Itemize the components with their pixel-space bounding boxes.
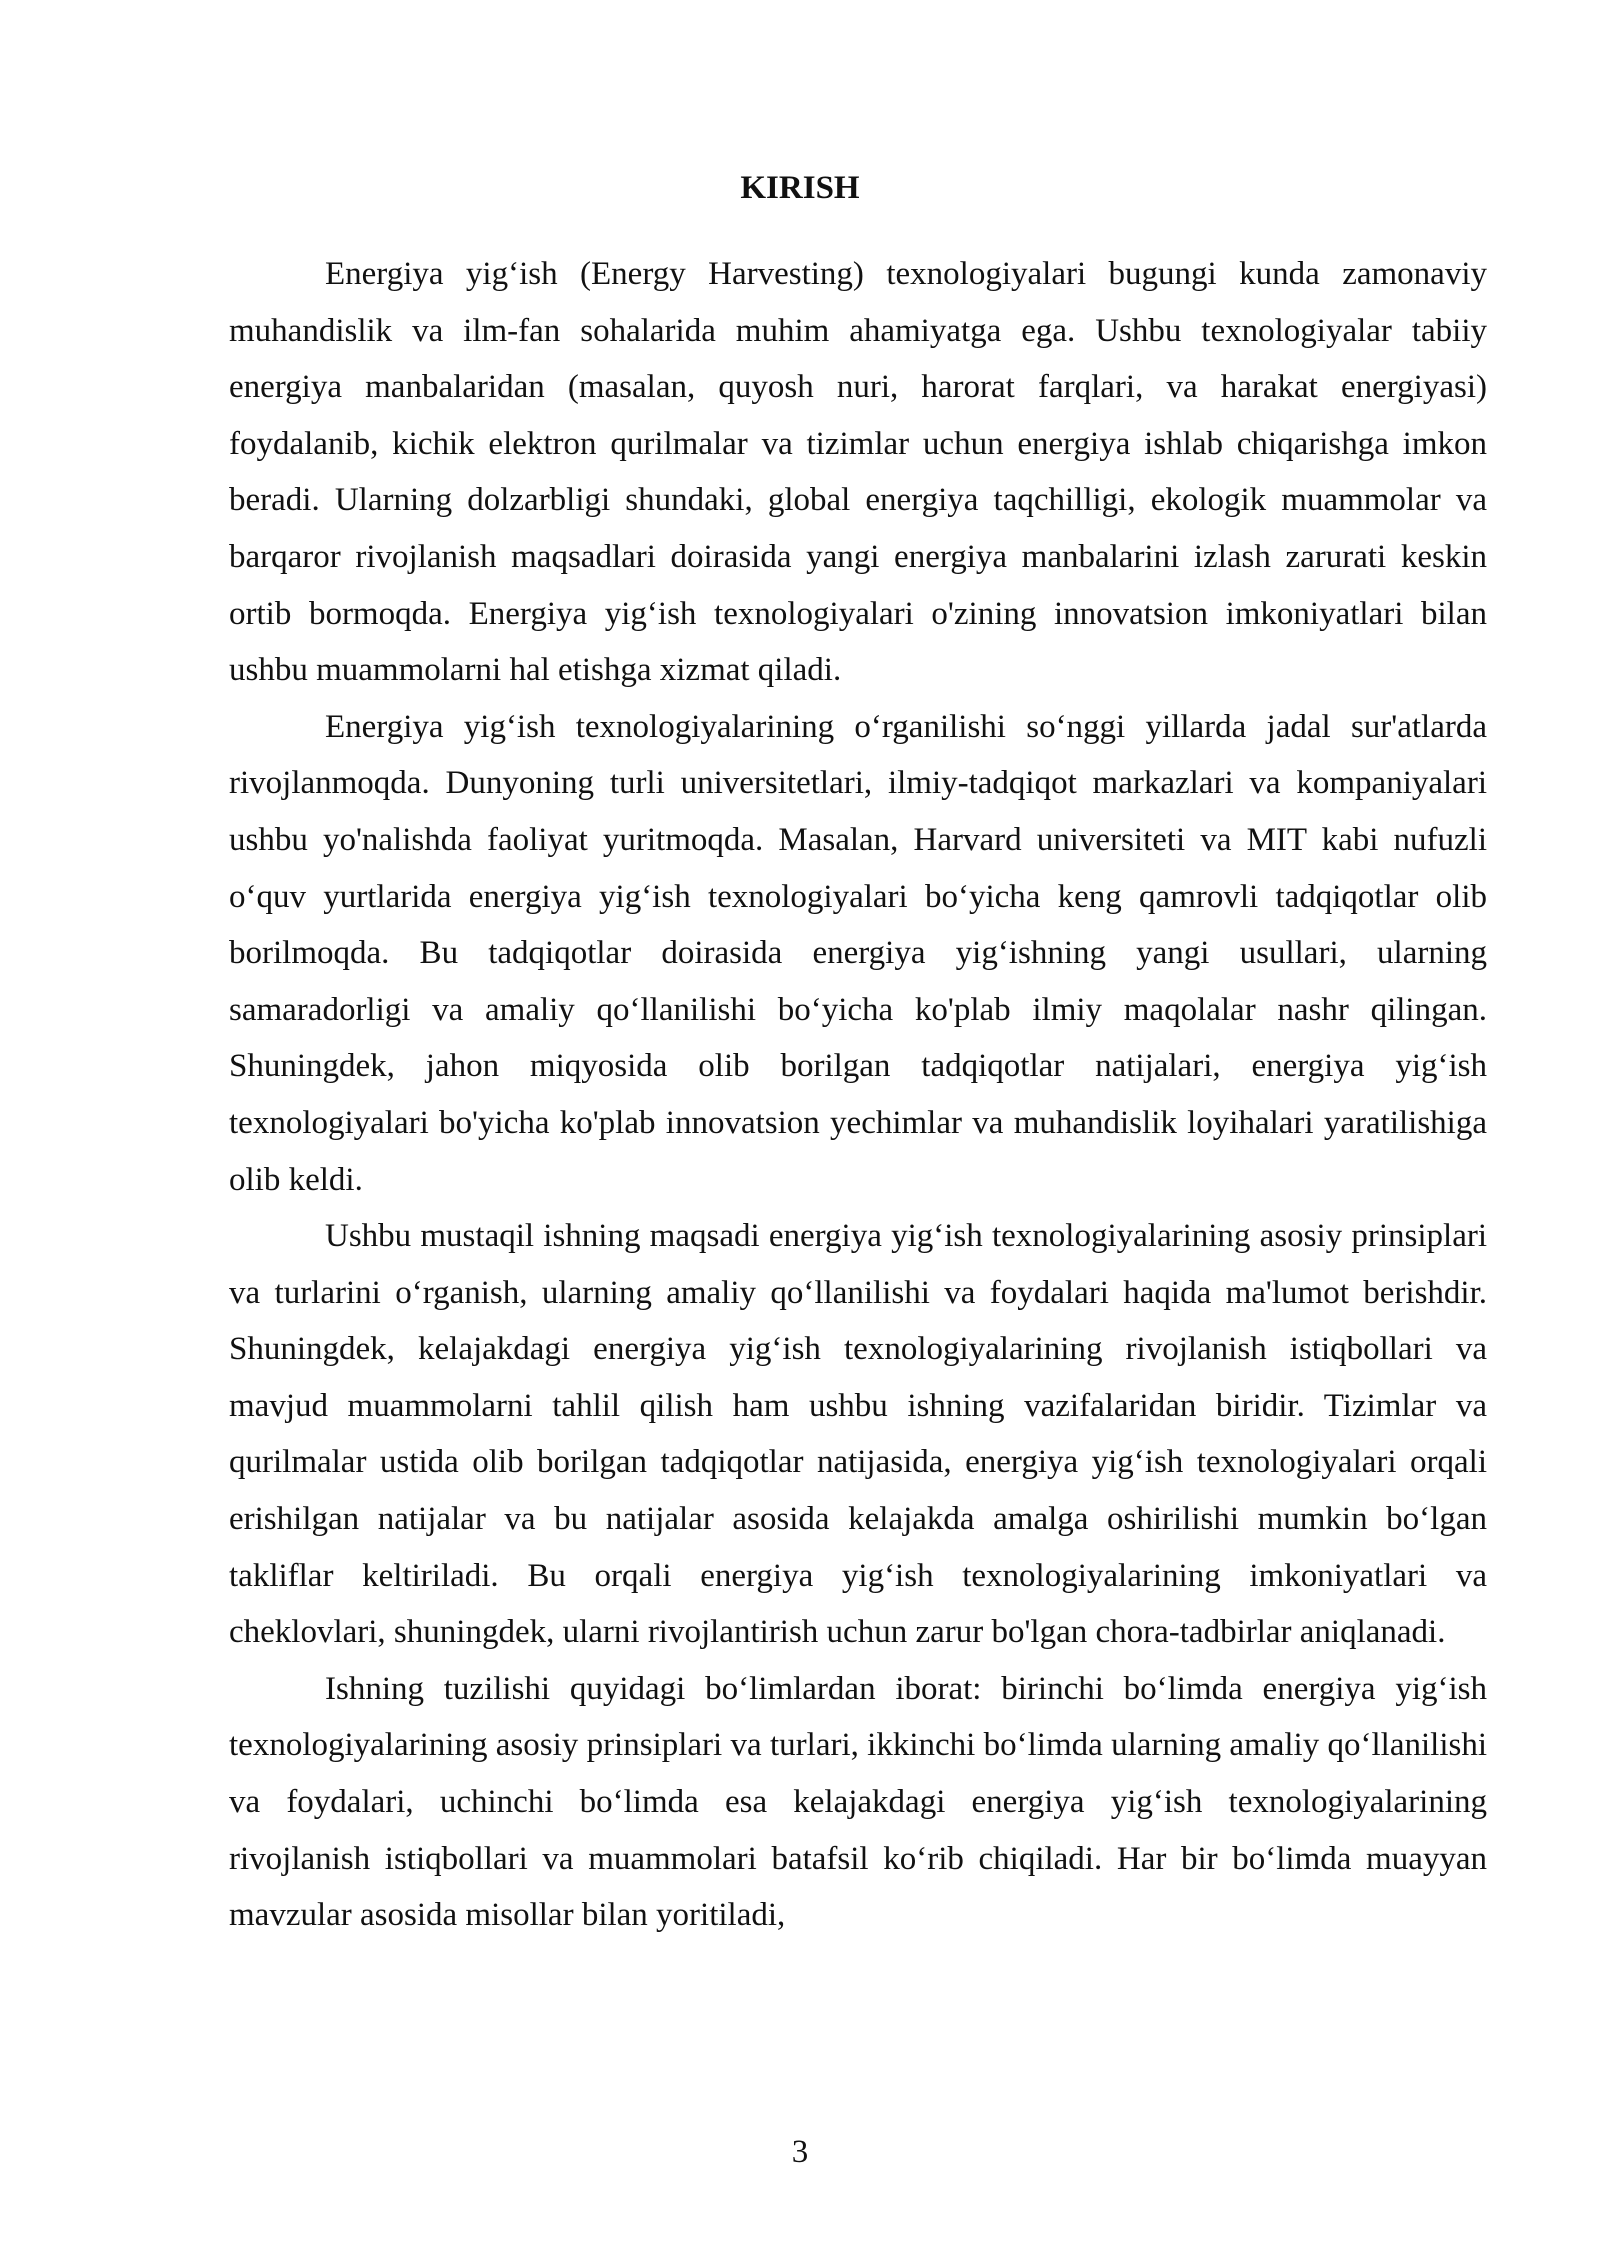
paragraph-1: Energiya yig‘ish (Energy Harvesting) texnologiyalari bugungi kunda zamonaviy muhandislik va ilm-fan sohalarida muhim ahamiyatga ega. Ushbu texnologiyalar tabiiy energiya manbalaridan (masalan, quyosh nuri, harorat farqlari, va harakat energiyasi) foydalanib, kichik elektron qurilmalar va tizimlar uchun energiya ishlab chiqarishga imkon beradi. Ularning dolzarbligi shundaki, global energiya taqchilligi, ekologik muammolar va barqaror rivojlanish maqsadlari doirasida yangi energiya manbalarini izlash zarurati keskin ortib bormoqda. Energiya yig‘ish texnologiyalari o'zining innovatsion imkoniyatlari bilan ushbu muammolarni hal etishga xizmat qiladi.	[229, 256, 1487, 689]
paragraph-2: Energiya yig‘ish texnologiyalarining o‘rganilishi so‘nggi yillarda jadal sur'atlarda rivojlanmoqda. Dunyoning turli universitetlari, ilmiy-tadqiqot markazlari va kompaniyalari ushbu yo'nalishda faoliyat yuritmoqda. Masalan, Harvard universiteti va MIT kabi nufuzli o‘quv yurtlarida energiya yig‘ish texnologiyalari bo‘yicha keng qamrovli tadqiqotlar olib borilmoqda. Bu tadqiqotlar doirasida energiya yig‘ishning yangi usullari, ularning samaradorligi va amaliy qo‘llanilishi bo‘yicha ko'plab ilmiy maqolalar nashr qilingan. Shuningdek, jahon miqyosida olib borilgan tadqiqotlar natijalari, energiya yig‘ish texnologiyalari bo'yicha ko'plab innovatsion yechimlar va muhandislik loyihalari yaratilishiga olib keldi.	[229, 708, 1487, 1198]
page-number: 3	[791, 2134, 809, 2170]
section-heading: KIRISH	[740, 170, 860, 206]
paragraph-3: Ushbu mustaqil ishning maqsadi energiya yig‘ish texnologiyalarining asosiy prinsiplari va turlarini o‘rganish, ularning amaliy qo‘llanilishi va foydalari haqida ma'lumot berishdir. Shuningdek, kelajakdagi energiya yig‘ish texnologiyalarining rivojlanish istiqbollari va mavjud muammolarni tahlil qilish ham ushbu ishning vazifalaridan biridir. Tizimlar va qurilmalar ustida olib borilgan tadqiqotlar natijasida, energiya yig‘ish texnologiyalari orqali erishilgan natijalar va bu natijalar asosida kelajakda amalga oshirilishi mumkin bo‘lgan takliflar keltiriladi. Bu orqali energiya yig‘ish texnologiyalarining imkoniyatlari va cheklovlari, shuningdek, ularni rivojlantirish uchun zarur bo'lgan chora-tadbirlar aniqlanadi.	[229, 1218, 1487, 1651]
paragraph-4: Ishning tuzilishi quyidagi bo‘limlardan iborat: birinchi bo‘limda energiya yig‘ish texnologiyalarining asosiy prinsiplari va turlari, ikkinchi bo‘limda ularning amaliy qo‘llanilishi va foydalari, uchinchi bo‘limda esa kelajakdagi energiya yig‘ish texnologiyalarining rivojlanish istiqbollari va muammolari batafsil ko‘rib chiqiladi. Har bir bo‘limda muayyan mavzular asosida misollar bilan yoritiladi,	[229, 1670, 1487, 1934]
body-text	[229, 246, 1487, 1944]
